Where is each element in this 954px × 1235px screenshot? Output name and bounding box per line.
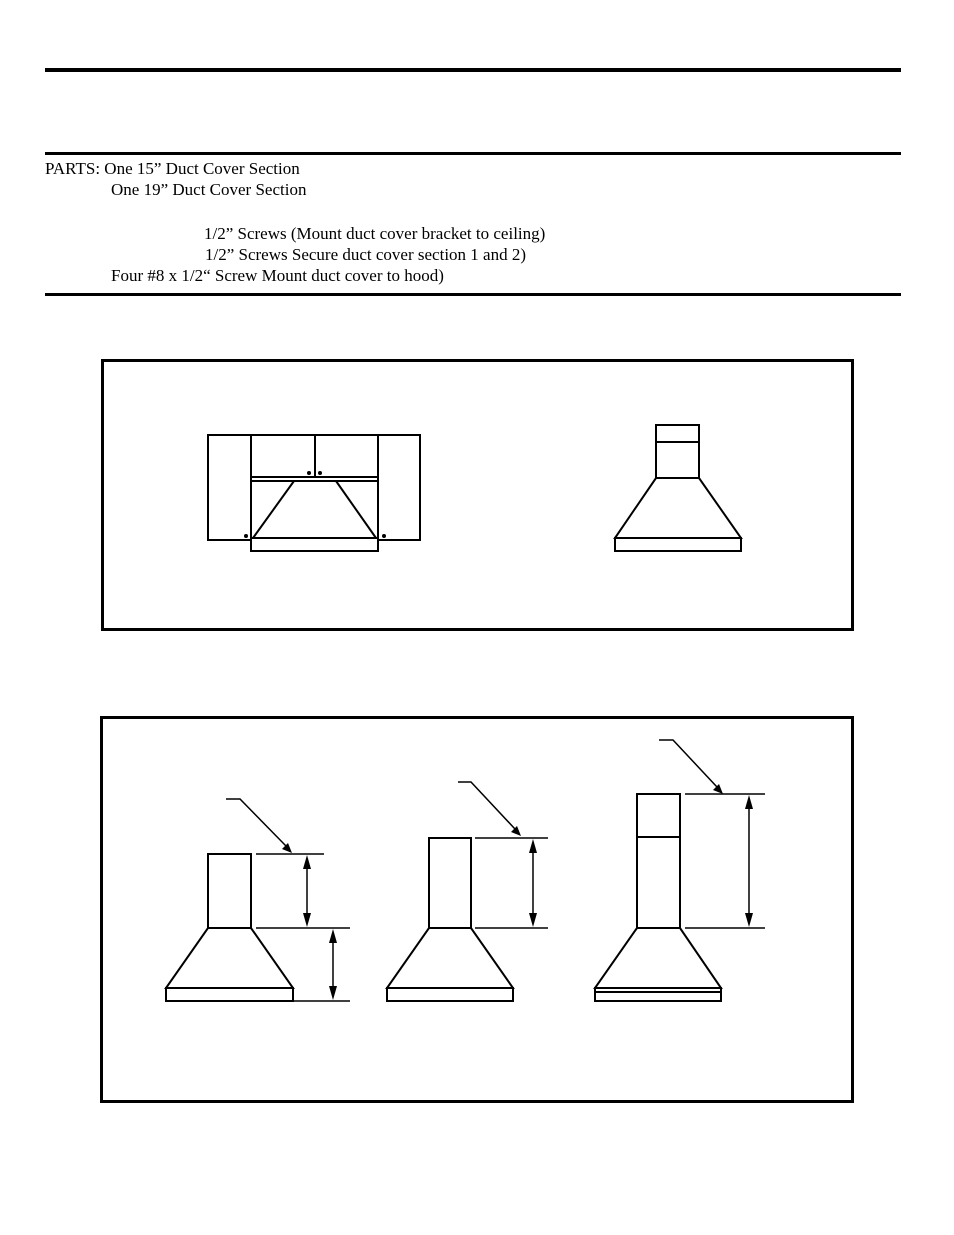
parts-line-1: PARTS: One 15” Duct Cover Section [45,159,300,178]
hood-medium-duct [387,782,548,1001]
parts-bottom-rule [45,293,901,296]
parts-line-2: One 19” Duct Cover Section [111,180,307,199]
parts-top-rule [45,152,901,155]
figure-1-drawing [104,362,857,634]
figure-2-frame [100,716,854,1103]
top-rule [45,68,901,72]
hood-short-duct [166,799,350,1001]
figure-1-frame [101,359,854,631]
parts-line-5: Four #8 x 1/2“ Screw Mount duct cover to hood) [111,266,444,285]
hood-under-cabinet [208,435,420,551]
parts-line-3: 1/2” Screws (Mount duct cover bracket to ceiling) [204,224,546,243]
figure-2-drawing [103,719,857,1106]
hood-with-duct-cover [615,425,741,551]
hood-extended-duct [595,740,765,1001]
parts-line-4: 1/2” Screws Secure duct cover section 1 and 2) [205,245,526,264]
